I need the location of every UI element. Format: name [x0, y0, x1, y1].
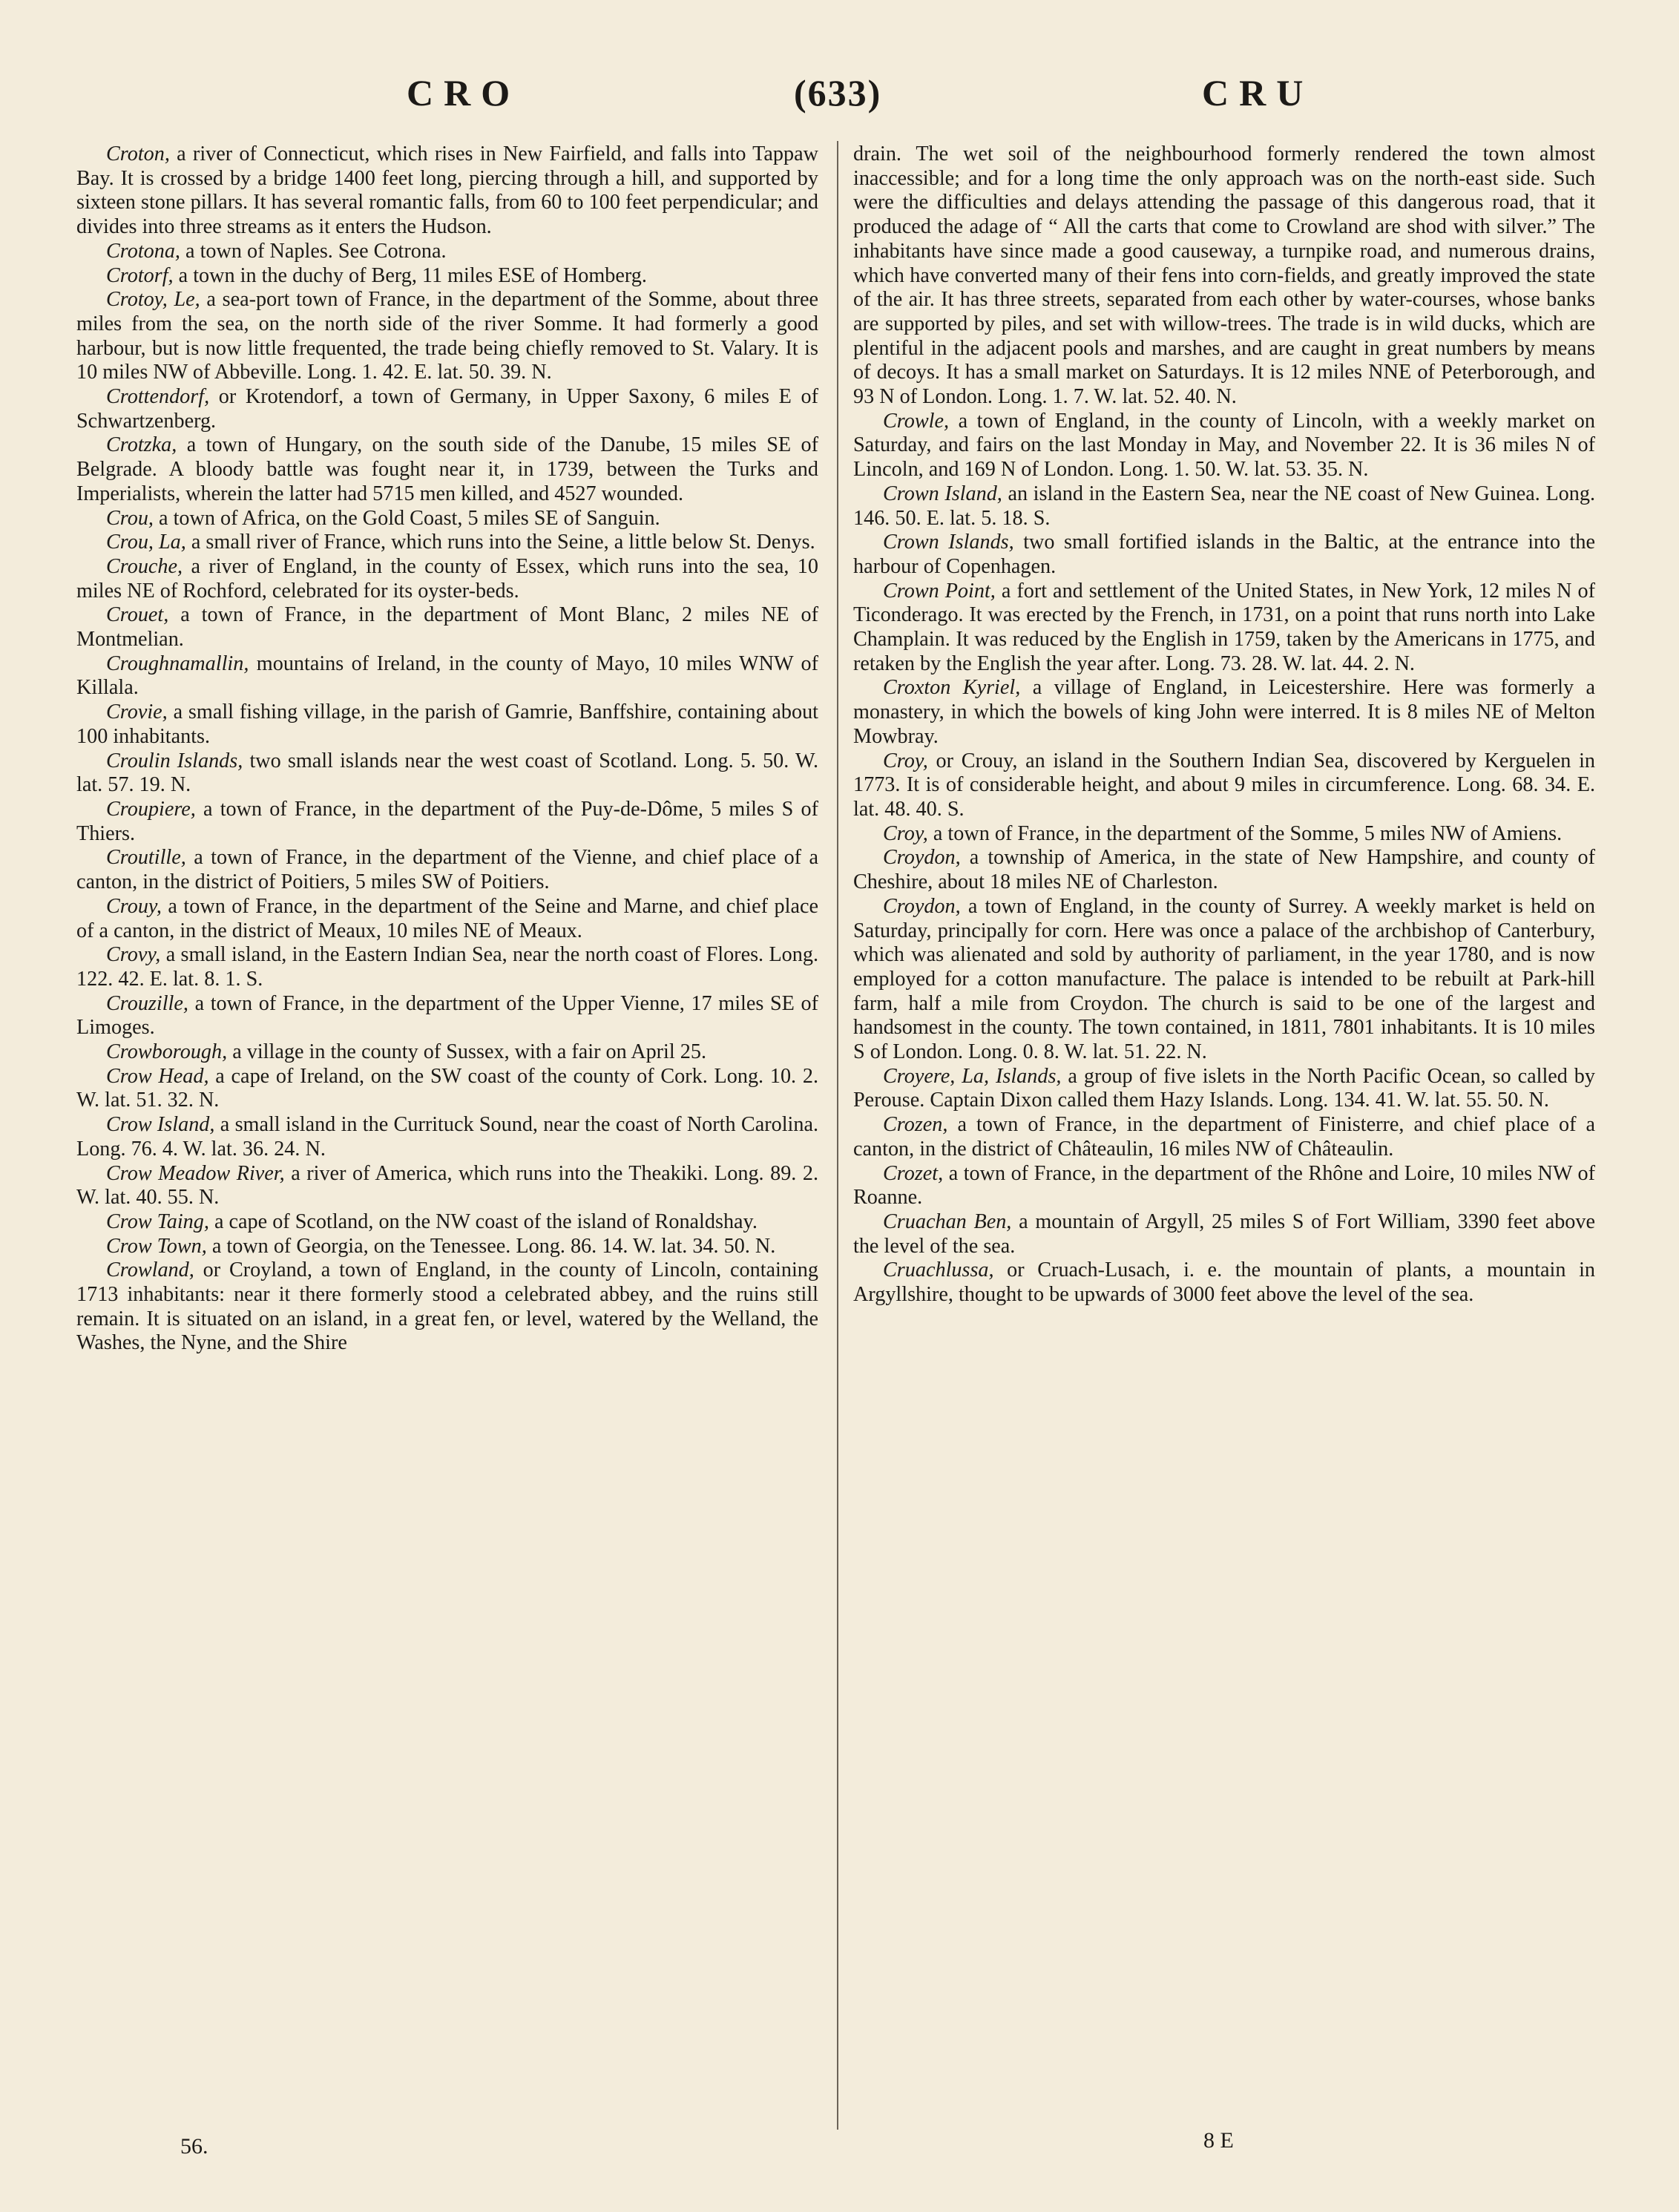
entry-headword: Croupiere,: [106, 797, 196, 821]
dictionary-entry: [853, 676, 1595, 749]
entry-text: drain. The wet soil of the neighbourhood formerly rendered the town almost inaccessible; and for a long time the only approach was on the north-east side. Such were the difficulties and delays attending the passage of this dangerous road, that it produced the adage of “ All the carts that come to Crowland are shod with silver.” The inhabitants have since made a good causeway, a turnpike road, and numerous drains, which have converted many of their fens into corn-fields, and greatly improved the state of the air. It has three streets, separated from each other by water-courses, whose banks are supported by piles, and set with willow-trees. The trade is in wild ducks, which are plentiful in the adjacent pools and marshes, and are caught in great numbers by means of decoys. It has a small market on Saturdays. It is 12 miles NNE of Peterborough, and 93 N of London. Long. 1. 7. W. lat. 52. 40. N.: [853, 142, 1595, 409]
header-left-guideword: CRO: [407, 72, 521, 114]
entry-headword: Croy,: [883, 821, 928, 845]
dictionary-entry: [853, 1065, 1595, 1113]
entry-text: a cape of Scotland, on the NW coast of the island of Ronaldshay.: [208, 1210, 758, 1233]
dictionary-entry: [76, 749, 818, 798]
entry-headword: Crotzka,: [106, 433, 177, 457]
dictionary-entry: [76, 700, 818, 749]
entry-text: or Cruach-Lusach, i. e. the mountain of plants, a mountain in Argyllshire, thought to be upwards of 3000 feet above the level of the sea.: [853, 1258, 1595, 1307]
entry-text: a sea-port town of France, in the department of the Somme, about three miles from the sea, on the north side of the river Somme. It had formerly a good harbour, but is now little frequented, the trade being chiefly removed to St. Valary. It is 10 miles NW of Abbeville. Long. 1. 42. E. lat. 50. 39. N.: [76, 288, 819, 384]
entry-text: a town of France, in the department of the Vienne, and chief place of a canton, in the district of Poitiers, 5 miles SW of Poitiers.: [76, 846, 818, 894]
dictionary-entry: [76, 1040, 818, 1065]
entry-headword: Crouzille,: [106, 991, 188, 1015]
entry-text: a small fishing village, in the parish of Gamrie, Banffshire, containing about 100 inhabitants.: [76, 700, 818, 748]
entry-text: a town of England, in the county of Lincoln, with a weekly market on Saturday, and fairs on the last Monday in May, and November 22. It is 36 miles N of Lincoln, and 169 N of London. Long. 1. 50. W. lat. 53. 35. N.: [853, 409, 1595, 482]
dictionary-entry: [853, 142, 1595, 410]
entry-text: a town of Africa, on the Gold Coast, 5 miles SE of Sanguin.: [153, 506, 660, 530]
entry-headword: Crown Islands,: [883, 531, 1014, 554]
entry-headword: Crovie,: [106, 700, 168, 724]
entry-text: a river of England, in the county of Essex, which runs into the sea, 10 miles NE of Rochford, celebrated for its oyster-beds.: [76, 554, 818, 603]
dictionary-entry: [853, 580, 1595, 677]
entry-text: a cape of Ireland, on the SW coast of the county of Cork. Long. 10. 2. W. lat. 51. 32. N.: [76, 1064, 818, 1112]
dictionary-entry: [76, 240, 818, 264]
dictionary-entry: [76, 1210, 818, 1235]
entry-text: a town of Hungary, on the south side of the Danube, 15 miles SE of Belgrade. A bloody battle was fought near it, in 1739, between the Turks and Imperialists, wherein the latter had 5715 men killed, and 4527 wounded.: [76, 433, 818, 505]
entry-text: a town of France, in the department of the Puy-de-Dôme, 5 miles S of Thiers.: [76, 797, 818, 845]
entry-headword: Croy,: [883, 749, 928, 772]
column-divider: [837, 141, 838, 2130]
entry-headword: Crotona,: [106, 239, 180, 263]
entry-text: a town of England, in the county of Surrey. A weekly market is held on Saturday, principally for corn. Here was once a palace of the archbishop of Canterbury, which was alienated and sold by authority of parliament, in the year 1780, and is now employed for a cotton manufacture. The palace is intended to be rebuilt at Park-hill farm, half a mile from Croydon. The church is said to be one of the largest and handsomest in the county. The town contained, in 1811, 7801 inhabitants. It is 10 miles S of London. Long. 0. 8. W. lat. 51. 22. N.: [853, 894, 1595, 1064]
entry-text: a town of Georgia, on the Tenessee. Long. 86. 14. W. lat. 34. 50. N.: [206, 1234, 776, 1258]
entry-text: a town of France, in the department of the Upper Vienne, 17 miles SE of Limoges.: [76, 991, 818, 1040]
dictionary-entry: [76, 264, 818, 289]
entry-headword: Croydon,: [883, 894, 961, 918]
entry-headword: Crow Taing,: [106, 1210, 209, 1233]
dictionary-entry: [76, 895, 818, 943]
dictionary-entry: [76, 433, 818, 506]
dictionary-entry: [76, 943, 818, 991]
entry-headword: Croutille,: [106, 846, 186, 870]
right-column: [853, 142, 1595, 1307]
entry-headword: Croulin Islands,: [106, 749, 243, 772]
dictionary-entry: [76, 1258, 818, 1356]
entry-text: a village in the county of Sussex, with a fair on April 25.: [227, 1040, 707, 1064]
entry-headword: Crowle,: [883, 409, 950, 433]
entry-text: a river of Connecticut, which rises in New Fairfield, and falls into Tappaw Bay. It is crossed by a bridge 1400 feet long, piercing through a hill, and supported by sixteen stone pillars. It has several romantic falls, from 60 to 100 feet perpendicular; and divides into three streams as it enters the Hudson.: [76, 142, 818, 239]
left-column: [76, 142, 818, 1356]
entry-text: two small fortified islands in the Baltic, at the entrance into the harbour of Copenhagen.: [853, 531, 1595, 578]
dictionary-entry: [853, 822, 1595, 847]
entry-headword: Croxton Kyriel,: [883, 676, 1021, 700]
entry-text: a town of France, in the department of Mont Blanc, 2 miles NE of Montmelian.: [76, 603, 818, 652]
entry-headword: Crotorf,: [106, 263, 174, 287]
entry-headword: Crowland,: [106, 1258, 194, 1282]
entry-text: a small river of France, which runs into the Seine, a little below St. Denys.: [185, 531, 815, 554]
dictionary-entry: [853, 749, 1595, 822]
entry-text: a town of Naples. See Cotrona.: [180, 239, 447, 263]
page-number: (633): [794, 72, 882, 114]
entry-text: a town in the duchy of Berg, 11 miles ESE of Homberg.: [173, 263, 647, 287]
entry-headword: Crotoy, Le,: [106, 288, 200, 312]
entry-headword: Crou,: [106, 506, 154, 530]
entry-headword: Crozen,: [883, 1113, 948, 1137]
entry-text: two small islands near the west coast of Scotland. Long. 5. 50. W. lat. 57. 19. N.: [76, 749, 819, 797]
dictionary-entry: [76, 798, 818, 846]
dictionary-entry: [853, 1113, 1595, 1161]
entry-headword: Crow Meadow River,: [106, 1161, 285, 1185]
dictionary-entry: [76, 555, 818, 603]
entry-text: or Croyland, a town of England, in the county of Lincoln, containing 1713 inhabitants: near it there formerly stood a celebrated abbey, and the ruins still remain. It is situated on an island, in a great fen, or level, watered by the Welland, the Washes, the Nyne, and the Shire: [76, 1258, 818, 1355]
entry-headword: Crovy,: [106, 943, 161, 967]
dictionary-entry: [853, 895, 1595, 1065]
entry-headword: Crow Head,: [106, 1064, 209, 1088]
entry-headword: Cruachlussa,: [883, 1258, 994, 1282]
dictionary-entry: [853, 1258, 1595, 1307]
dictionary-entry: [76, 385, 818, 433]
entry-headword: Crouche,: [106, 554, 183, 578]
header-right-guideword: CRU: [1202, 72, 1314, 114]
dictionary-entry: [76, 531, 818, 555]
entry-text: a small island, in the Eastern Indian Sea, near the north coast of Flores. Long. 122. 42. E. lat. 8. 1. S.: [76, 943, 818, 991]
entry-headword: Crow Town,: [106, 1234, 207, 1258]
dictionary-entry: [76, 1235, 818, 1259]
dictionary-entry: [853, 531, 1595, 579]
entry-headword: Crown Island,: [883, 482, 1002, 505]
entry-headword: Crown Point,: [883, 579, 996, 603]
entry-text: or Crouy, an island in the Southern Indian Sea, discovered by Kerguelen in 1773. It is of considerable height, and about 9 miles in circumference. Long. 68. 34. E. lat. 48. 40. S.: [853, 749, 1595, 821]
dictionary-entry: [853, 1210, 1595, 1258]
dictionary-entry: [76, 142, 818, 240]
entry-headword: Crou, La,: [106, 531, 186, 554]
entry-text: or Krotendorf, a town of Germany, in Upper Saxony, 6 miles E of Schwartzenberg.: [76, 385, 818, 433]
entry-text: a town of France, in the department of the Seine and Marne, and chief place of a canton, in the district of Meaux, 10 miles NE of Meaux.: [76, 894, 818, 942]
entry-text: a small island in the Currituck Sound, near the coast of North Carolina. Long. 76. 4. W. lat. 36. 24. N.: [76, 1113, 819, 1161]
entry-text: a town of France, in the department of the Somme, 5 miles NW of Amiens.: [927, 821, 1563, 845]
entry-headword: Crozet,: [883, 1161, 944, 1185]
dictionary-entry: [76, 1162, 818, 1210]
dictionary-entry: [76, 1065, 818, 1113]
entry-headword: Crottendorf,: [106, 385, 210, 409]
entry-headword: Croton,: [106, 142, 170, 165]
entry-headword: Croydon,: [883, 846, 961, 870]
entry-headword: Cruachan Ben,: [883, 1210, 1012, 1233]
dictionary-entry: [76, 507, 818, 531]
dictionary-entry: [76, 992, 818, 1040]
entry-text: a fort and settlement of the United States, in New York, 12 miles N of Ticonderago. It was erected by the French, in 1731, on a point that runs north into Lake Champlain. It was reduced by the English in 1759, taken by the Americans in 1775, and retaken by the English the year after. Long. 73. 28. W. lat. 44. 2. N.: [853, 579, 1596, 675]
entry-headword: Crouet,: [106, 603, 169, 627]
dictionary-entry: [853, 846, 1595, 894]
entry-text: mountains of Ireland, in the county of Mayo, 10 miles WNW of Killala.: [76, 652, 818, 700]
dictionary-entry: [76, 603, 818, 652]
running-header: [0, 71, 1679, 131]
entry-headword: Crow Island,: [106, 1113, 215, 1137]
entry-text: an island in the Eastern Sea, near the NE coast of New Guinea. Long. 146. 50. E. lat. 5. 18. S.: [853, 482, 1596, 530]
dictionary-entry: [76, 288, 818, 385]
dictionary-entry: [853, 410, 1595, 482]
signature-mark-right: 8 E: [1203, 2128, 1234, 2153]
entry-text: a group of five islets in the North Pacific Ocean, so called by Perouse. Captain Dixon called them Hazy Islands. Long. 134. 41. W. lat. 55. 50. N.: [853, 1064, 1595, 1112]
entry-text: a town of France, in the department of Finisterre, and chief place of a canton, in the district of Châteaulin, 16 miles NW of Châteaulin.: [853, 1113, 1595, 1161]
dictionary-entry: [76, 1113, 818, 1161]
entry-text: a town of France, in the department of the Rhône and Loire, 10 miles NW of Roanne.: [853, 1161, 1595, 1210]
dictionary-entry: [76, 652, 818, 700]
entry-headword: Crowborough,: [106, 1040, 228, 1064]
dictionary-entry: [853, 482, 1595, 531]
dictionary-entry: [853, 1162, 1595, 1210]
entry-headword: Crouy,: [106, 894, 162, 918]
entry-text: a village of England, in Leicestershire. Here was formerly a monastery, in which the bowels of king John were interred. It is 8 miles NE of Melton Mowbray.: [853, 676, 1595, 748]
dictionary-entry: [76, 846, 818, 894]
entry-headword: Croughnamallin,: [106, 652, 249, 675]
signature-mark-left: 56.: [180, 2134, 208, 2159]
entry-text: a mountain of Argyll, 25 miles S of Fort William, 3390 feet above the level of the sea.: [853, 1210, 1595, 1258]
entry-headword: Croyere, La, Islands,: [883, 1064, 1062, 1088]
entry-text: a river of America, which runs into the Theakiki. Long. 89. 2. W. lat. 40. 55. N.: [76, 1161, 818, 1210]
entry-text: a township of America, in the state of New Hampshire, and county of Cheshire, about 18 miles NE of Charleston.: [853, 846, 1595, 894]
